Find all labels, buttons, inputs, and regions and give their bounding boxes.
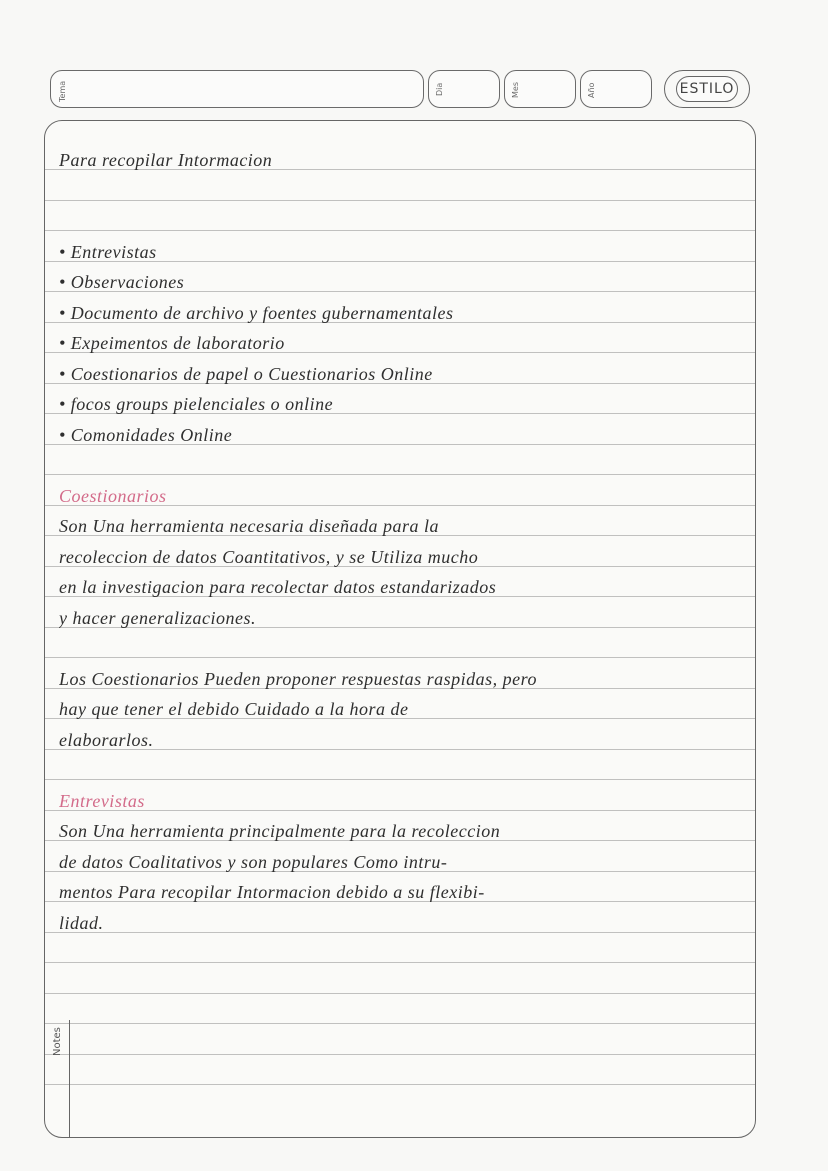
ruled-line: [45, 779, 755, 780]
estilo-badge: ESTILO: [676, 76, 738, 102]
ruled-line: [45, 474, 755, 475]
tema-label: Tema: [58, 80, 67, 102]
ruled-line: [45, 962, 755, 963]
section-heading: Entrevistas: [59, 790, 145, 811]
lined-sheet: [44, 120, 756, 1138]
dia-label: Dia: [435, 82, 444, 96]
handwritten-line: • focos groups pielenciales o online: [59, 394, 334, 414]
handwritten-line: • Expeimentos de laboratorio: [59, 333, 285, 353]
handwritten-line: Son Una herramienta necesaria diseñada para la: [59, 516, 439, 536]
handwritten-line: mentos Para recopilar Intormacion debido a su flexibi-: [59, 882, 485, 902]
notes-label: Notes: [52, 1027, 63, 1056]
handwritten-line: Los Coestionarios Pueden proponer respuestas raspidas, pero: [59, 668, 538, 689]
dia-field: [428, 70, 500, 108]
ruled-line: [45, 200, 755, 201]
handwritten-line: recoleccion de datos Coantitativos, y se Utiliza mucho: [59, 546, 479, 567]
tema-field: [50, 70, 424, 108]
handwritten-line: • Coestionarios de papel o Cuestionarios Online: [59, 363, 433, 384]
handwritten-line: • Entrevistas: [59, 241, 157, 262]
ruled-line: [45, 657, 755, 658]
section-heading: Coestionarios: [59, 485, 167, 506]
handwritten-line: elaborarlos.: [59, 729, 154, 750]
ruled-line: [45, 1054, 755, 1055]
ruled-line: [45, 993, 755, 994]
ruled-line: [45, 230, 755, 231]
handwritten-line: de datos Coalitativos y son populares Como intru-: [59, 851, 448, 872]
handwritten-line: • Comonidades Online: [59, 424, 233, 445]
ano-label: Año: [587, 82, 596, 98]
handwritten-line: • Observaciones: [59, 272, 185, 292]
ano-field: [580, 70, 652, 108]
handwritten-line: Son Una herramienta principalmente para la recoleccion: [59, 821, 501, 841]
handwritten-line: en la investigacion para recolectar datos estandarizados: [59, 577, 497, 597]
handwritten-line: lidad.: [59, 912, 104, 933]
handwritten-line: • Documento de archivo y foentes gubernamentales: [59, 302, 454, 323]
handwritten-line: Para recopilar Intormacion: [59, 150, 273, 170]
ruled-line: [45, 1023, 755, 1024]
ruled-line: [45, 1084, 755, 1085]
mes-field: [504, 70, 576, 108]
handwritten-line: y hacer generalizaciones.: [59, 607, 256, 628]
mes-label: Mes: [511, 82, 520, 98]
handwritten-line: hay que tener el debido Cuidado a la hora de: [59, 699, 409, 719]
